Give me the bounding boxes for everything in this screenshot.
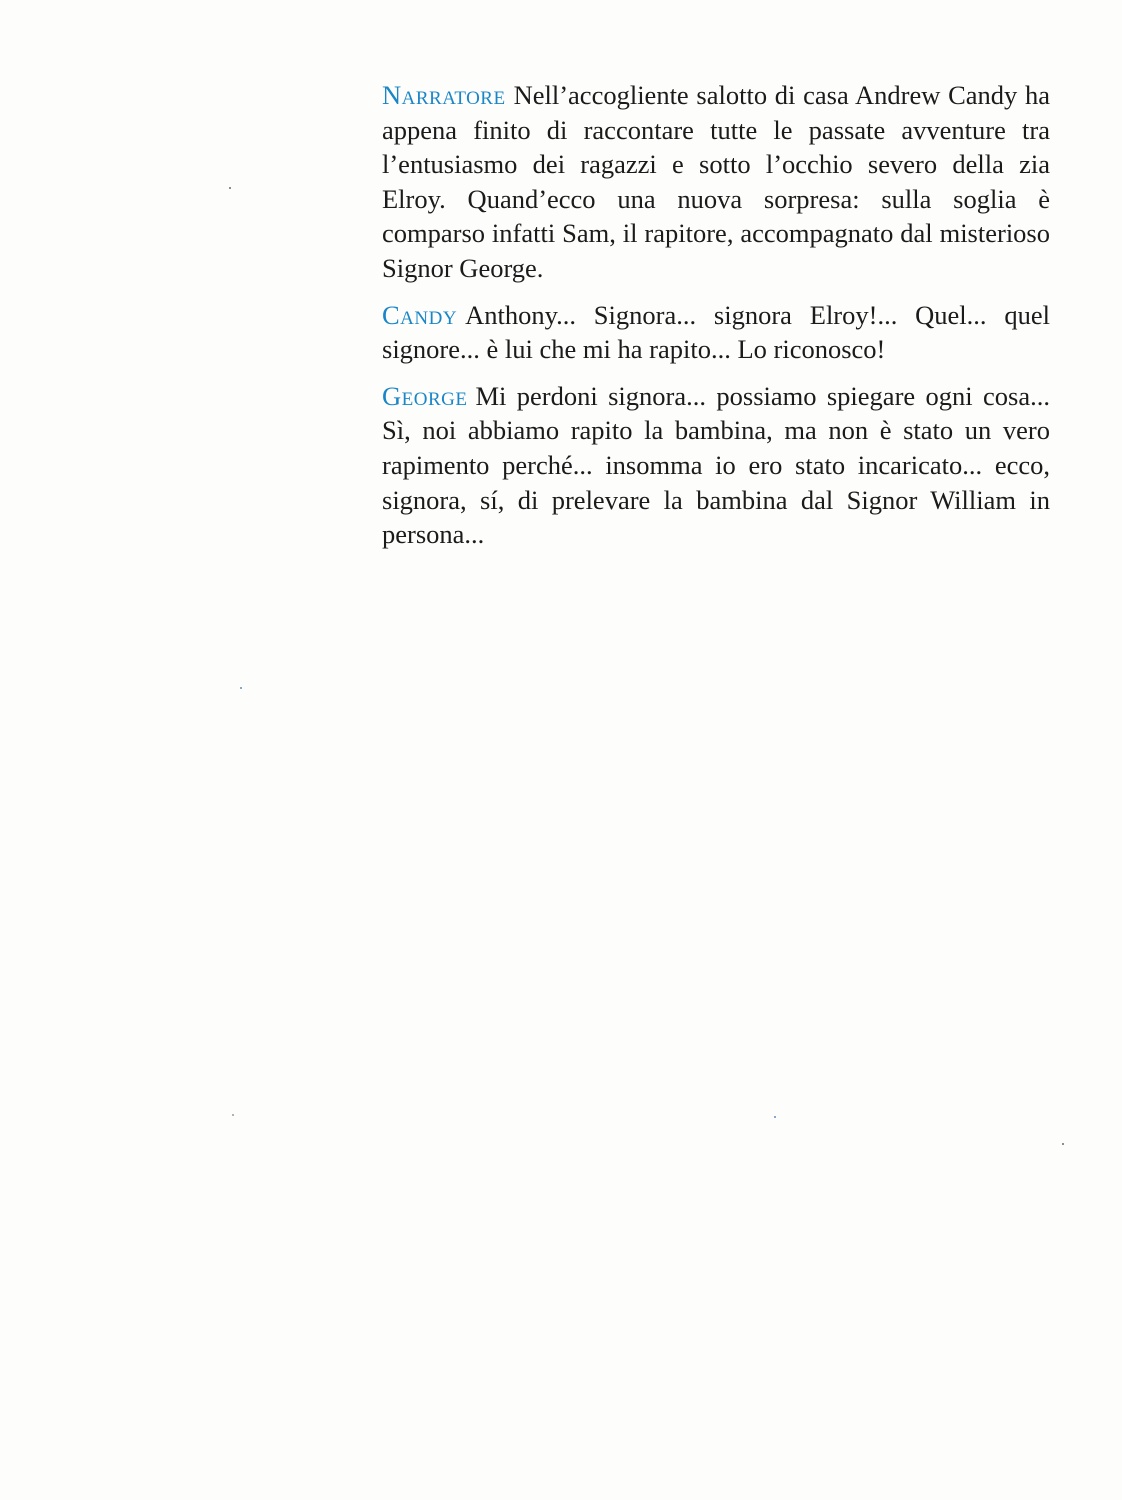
paper-speck xyxy=(774,1116,776,1118)
speaker-name: George xyxy=(382,380,468,411)
dialogue-column xyxy=(382,78,1050,564)
dialogue-paragraph-narrator xyxy=(382,78,1050,286)
paper-speck xyxy=(229,187,231,189)
dialogue-paragraph-candy xyxy=(382,298,1050,367)
paper-speck xyxy=(1062,1143,1064,1145)
speech-text: Anthony... Signora... signora Elroy!... Quel... quel signore... è lui che mi ha rapito... Lo riconosco! xyxy=(382,299,1050,365)
speech-text: Mi perdoni signora... possiamo spiegare ogni cosa... Sì, noi abbiamo rapito la bambina, ma non è stato un vero rapimento perché... insomma io ero stato incaricato... ecco, signora, sí, di prelevare la bambina dal Signor William in persona... xyxy=(382,380,1050,550)
speaker-name: Narratore xyxy=(382,80,506,110)
speech-text: Nell’accogliente salotto di casa Andrew Candy ha appena finito di raccontare tutte le passate avventure tra l’entusiasmo dei ragazzi e sotto l’occhio severo della zia Elroy. Quand’ecco una nuova sorpresa: sulla soglia è comparso infatti Sam, il rapitore, accompagnato dal misterioso Signor George. xyxy=(382,80,1050,283)
paper-speck xyxy=(232,1114,234,1116)
dialogue-paragraph-george xyxy=(382,379,1050,552)
speaker-name: Candy xyxy=(382,299,458,330)
paper-speck xyxy=(240,687,242,689)
